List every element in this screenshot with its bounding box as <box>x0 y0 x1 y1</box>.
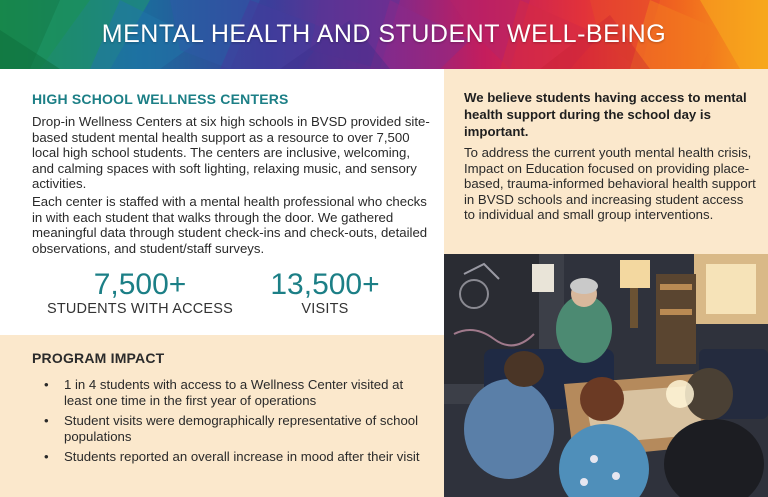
page-title: MENTAL HEALTH AND STUDENT WELL-BEING <box>101 20 667 48</box>
stat-students <box>40 269 240 317</box>
stat-value: 13,500+ <box>270 268 380 301</box>
impact-heading: PROGRAM IMPACT <box>32 350 165 366</box>
stat-label: STUDENTS WITH ACCESS <box>46 301 234 317</box>
stat-label: VISITS <box>301 301 349 317</box>
header-banner <box>0 0 768 69</box>
belief-section <box>444 69 768 254</box>
belief-paragraph: To address the current youth mental health crisis, Impact on Education focused on providing place-based, trauma-informed behavioral health support in BVSD schools and increasing student access to individual and small group interventions. <box>464 145 756 223</box>
stat-value: 7,500+ <box>93 268 187 301</box>
list-item: • 1 in 4 students with access to a Wellness Center visited at least one time in the first year of operations <box>44 377 429 408</box>
stat-visits <box>230 269 420 317</box>
wellness-center-photo <box>444 254 768 497</box>
wellness-paragraph-1: Drop-in Wellness Centers at six high schools in BVSD provided site-based student mental health support as a resource to over 7,500 local high school students. The centers are inclusive, welcoming, and calming spaces with soft lighting, relaxing music, and sensory activities. <box>32 114 430 192</box>
program-impact-section <box>0 335 444 497</box>
belief-statement: We believe students having access to mental health support during the school day is important. <box>464 90 747 139</box>
list-item: • Student visits were demographically representative of school populations <box>44 413 429 444</box>
impact-list <box>44 377 429 470</box>
wellness-paragraph-2: Each center is staffed with a mental health professional who checks in with each student that walks through the door. We gathered meaningful data through student check-ins and check-outs, detailed observations, and student/staff surveys. <box>32 194 428 256</box>
wellness-heading: HIGH SCHOOL WELLNESS CENTERS <box>32 91 289 107</box>
wellness-centers-section <box>0 69 444 335</box>
list-item: • Students reported an overall increase in mood after their visit <box>44 449 429 465</box>
